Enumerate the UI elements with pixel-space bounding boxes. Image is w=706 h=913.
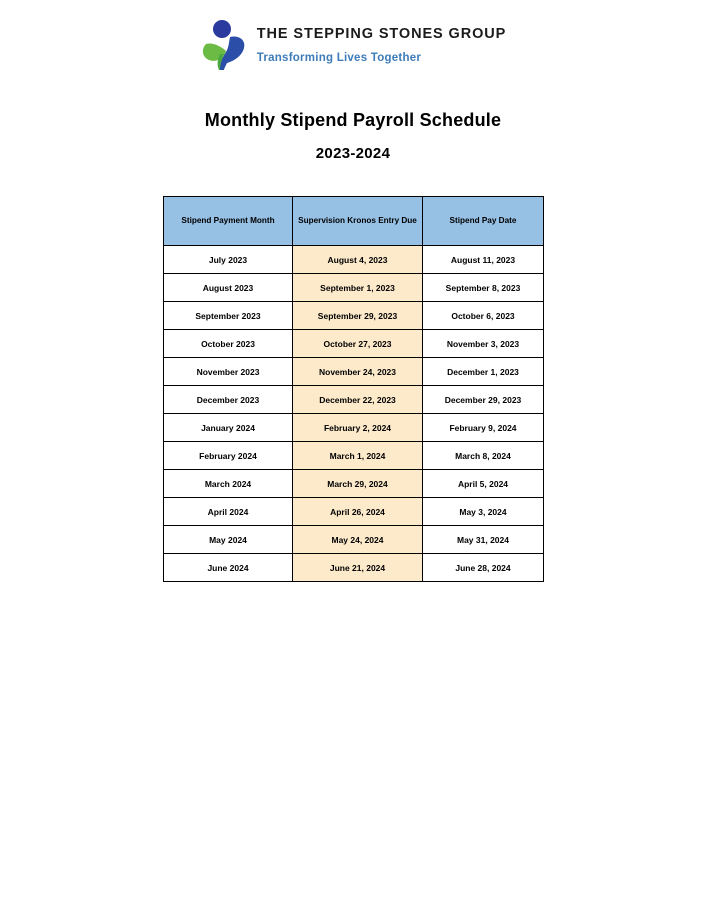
cell-supervision-kronos-entry-due: September 29, 2023 — [293, 302, 423, 330]
column-header-stipend-payment-month: Stipend Payment Month — [164, 197, 293, 246]
cell-stipend-pay-date: February 9, 2024 — [423, 414, 544, 442]
company-tagline: Transforming Lives Together — [256, 51, 422, 64]
table-header-row — [164, 197, 544, 246]
cell-stipend-payment-month: April 2024 — [164, 498, 293, 526]
cell-supervision-kronos-entry-due: September 1, 2023 — [293, 274, 423, 302]
table-row — [164, 470, 544, 498]
cell-stipend-pay-date: August 11, 2023 — [423, 246, 544, 274]
cell-stipend-payment-month: February 2024 — [164, 442, 293, 470]
table-row — [164, 414, 544, 442]
cell-stipend-pay-date: June 28, 2024 — [423, 554, 544, 582]
cell-stipend-payment-month: May 2024 — [164, 526, 293, 554]
table-row — [164, 442, 544, 470]
cell-stipend-pay-date: May 3, 2024 — [423, 498, 544, 526]
company-logo-block — [0, 18, 706, 70]
logo-inner — [200, 18, 506, 70]
table-row — [164, 302, 544, 330]
cell-stipend-pay-date: April 5, 2024 — [423, 470, 544, 498]
cell-stipend-pay-date: December 1, 2023 — [423, 358, 544, 386]
cell-supervision-kronos-entry-due: February 2, 2024 — [293, 414, 423, 442]
cell-stipend-pay-date: September 8, 2023 — [423, 274, 544, 302]
table-row — [164, 246, 544, 274]
cell-supervision-kronos-entry-due: May 24, 2024 — [293, 526, 423, 554]
cell-supervision-kronos-entry-due: November 24, 2023 — [293, 358, 423, 386]
table-body — [164, 246, 544, 582]
cell-supervision-kronos-entry-due: October 27, 2023 — [293, 330, 423, 358]
cell-stipend-payment-month: December 2023 — [164, 386, 293, 414]
cell-stipend-pay-date: November 3, 2023 — [423, 330, 544, 358]
table-row — [164, 498, 544, 526]
cell-stipend-payment-month: August 2023 — [164, 274, 293, 302]
column-header-supervision-kronos-entry-due: Supervision Kronos Entry Due — [293, 197, 423, 246]
logo-text-group — [257, 22, 506, 65]
cell-stipend-payment-month: March 2024 — [164, 470, 293, 498]
table-row — [164, 330, 544, 358]
cell-stipend-payment-month: November 2023 — [164, 358, 293, 386]
table-row — [164, 554, 544, 582]
cell-stipend-pay-date: May 31, 2024 — [423, 526, 544, 554]
table-row — [164, 526, 544, 554]
stipend-payroll-schedule-table — [163, 196, 544, 582]
table-row — [164, 274, 544, 302]
cell-supervision-kronos-entry-due: March 29, 2024 — [293, 470, 423, 498]
cell-supervision-kronos-entry-due: March 1, 2024 — [293, 442, 423, 470]
table-row — [164, 386, 544, 414]
cell-stipend-payment-month: January 2024 — [164, 414, 293, 442]
cell-supervision-kronos-entry-due: December 22, 2023 — [293, 386, 423, 414]
cell-supervision-kronos-entry-due: June 21, 2024 — [293, 554, 423, 582]
column-header-stipend-pay-date: Stipend Pay Date — [423, 197, 544, 246]
cell-stipend-payment-month: October 2023 — [164, 330, 293, 358]
cell-supervision-kronos-entry-due: April 26, 2024 — [293, 498, 423, 526]
stepping-stones-figure-logo-icon — [200, 18, 248, 70]
company-name: THE STEPPING STONES GROUP — [256, 26, 507, 43]
table-header — [164, 197, 544, 246]
cell-stipend-pay-date: October 6, 2023 — [423, 302, 544, 330]
cell-stipend-payment-month: June 2024 — [164, 554, 293, 582]
cell-supervision-kronos-entry-due: August 4, 2023 — [293, 246, 423, 274]
cell-stipend-pay-date: March 8, 2024 — [423, 442, 544, 470]
page-subtitle: 2023-2024 — [315, 145, 391, 162]
cell-stipend-payment-month: July 2023 — [164, 246, 293, 274]
page-title: Monthly Stipend Payroll Schedule — [204, 110, 502, 130]
cell-stipend-pay-date: December 29, 2023 — [423, 386, 544, 414]
cell-stipend-payment-month: September 2023 — [164, 302, 293, 330]
table-row — [164, 358, 544, 386]
